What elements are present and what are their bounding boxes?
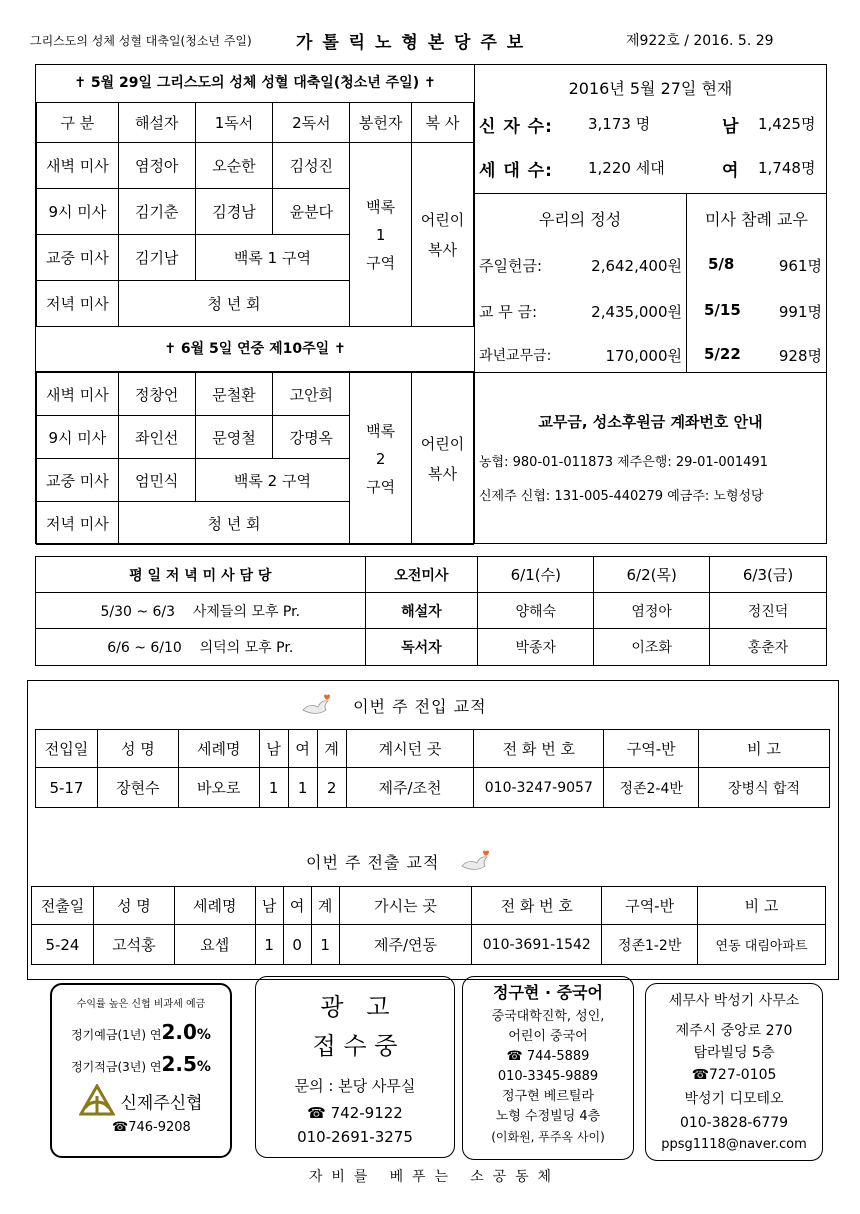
tax-accountant-ad — [645, 983, 823, 1161]
account-line2: 신제주 신협: 131-005-440279 예금주: 노형성당 — [479, 489, 764, 504]
col-commentator: 해설자 — [118, 103, 195, 143]
reader1: 오순한 — [195, 143, 273, 189]
col-offering: 봉헌자 — [350, 103, 412, 143]
offering-value: 2,435,000원 — [591, 303, 682, 321]
mass-name: 새벽 미사 — [37, 373, 119, 416]
issue-number: 제922호 / 2016. 5. 29 — [626, 33, 774, 49]
mass-name: 저녁 미사 — [37, 502, 119, 545]
transfer-out-title: 이번 주 전출 교적 — [306, 852, 440, 872]
offering-line: 구역 — [366, 253, 396, 272]
recruit-line2: 접 수 중 — [312, 1032, 398, 1060]
offering-label: 주일헌금: — [479, 257, 543, 275]
account-line1: 농협: 980-01-011873 제주은행: 29-01-001491 — [479, 455, 768, 470]
tax-phone1: ☎727-0105 — [691, 1067, 777, 1083]
morning-day: 6/3(금) — [710, 557, 827, 593]
tax-title: 세무사 박성기 사무소 — [668, 993, 800, 1009]
reader2: 고안희 — [273, 373, 350, 416]
credit-union-ad — [50, 983, 232, 1158]
mass-name: 교중 미사 — [37, 459, 119, 502]
col-header: 성 명 — [97, 730, 178, 768]
commentator: 정창언 — [118, 373, 195, 416]
table-cell: 010-3247-9057 — [474, 768, 604, 808]
offering-line: 1 — [375, 225, 386, 244]
morning-mass-title: 오전미사 — [365, 557, 478, 593]
offering-group — [350, 373, 412, 545]
believers-label: 신 자 수: — [479, 117, 553, 137]
tax-phone2: 010-3828-6779 — [679, 1115, 789, 1131]
col-reading1: 1독서 — [195, 103, 273, 143]
offering-value: 170,000원 — [605, 347, 682, 365]
dove-icon — [459, 848, 493, 874]
chinese-lessons-ad — [462, 976, 634, 1160]
credit-union-logo-icon — [79, 1084, 115, 1118]
morning-commentator: 정진덕 — [710, 593, 827, 629]
col-header: 남 — [255, 887, 283, 925]
attendance-count: 928명 — [778, 347, 822, 365]
account-title: 교무금, 성소후원금 계좌번호 안내 — [538, 413, 763, 431]
stats-date: 2016년 5월 27일 현재 — [568, 79, 733, 98]
youth-group: 청 년 회 — [118, 502, 349, 545]
offering-line: 구역 — [366, 477, 396, 496]
morning-day: 6/2(목) — [594, 557, 710, 593]
table-cell: 0 — [283, 925, 311, 965]
table-cell: 5-17 — [36, 768, 98, 808]
reader-label: 독서자 — [365, 629, 478, 666]
table-cell: 요셉 — [174, 925, 255, 965]
tax-line2: 탐라빌딩 5층 — [693, 1045, 775, 1061]
savings-rate: 2.5 — [161, 1052, 197, 1076]
altar-line: 복사 — [428, 464, 458, 483]
recruit-line1: 광 고 — [320, 993, 390, 1021]
weekday-period: 5/30 ~ 6/3 — [100, 603, 176, 620]
col-header: 전 화 번 호 — [472, 887, 602, 925]
tax-email: ppsg1118@naver.com — [661, 1137, 807, 1152]
believers-count: 3,173 명 — [588, 115, 651, 133]
col-header: 여 — [283, 887, 311, 925]
offerings-title: 우리의 정성 — [538, 210, 622, 229]
credit-deposit: 정기예금(1년) 연2.0% — [71, 1020, 211, 1044]
commentator: 염정아 — [118, 143, 195, 189]
schedule1-title: ✝ 5월 29일 그리스도의 성체 성혈 대축일(청소년 주일) ✝ — [74, 75, 436, 91]
altar-line: 어린이 — [420, 210, 465, 229]
table-cell: 연동 대림아파트 — [698, 925, 826, 965]
footer-motto: 자 비 를 베 푸 는 소 공 동 체 — [308, 1169, 552, 1185]
attendance-date: 5/8 — [708, 255, 735, 273]
col-header: 비 고 — [699, 730, 830, 768]
col-header: 계 — [317, 730, 346, 768]
transfer-out-heading — [306, 848, 606, 878]
col-category: 구 분 — [37, 103, 119, 143]
weekday-row — [36, 629, 366, 666]
altar-servers — [412, 143, 474, 327]
table-cell: 장병식 합적 — [699, 768, 830, 808]
table-cell: 장현수 — [97, 768, 178, 808]
schedule2-table — [36, 372, 474, 544]
morning-day: 6/1(수) — [478, 557, 594, 593]
table-cell: 제주/연동 — [339, 925, 472, 965]
table-cell: 1 — [288, 768, 317, 808]
weekday-period: 6/6 ~ 6/10 — [107, 640, 182, 656]
offering-group — [350, 143, 412, 327]
mass-name: 9시 미사 — [37, 189, 119, 235]
recruit-contact: 문의 : 본당 사무실 — [294, 1077, 416, 1095]
table-cell: 고석홍 — [93, 925, 174, 965]
credit-phone: ☎746-9208 — [112, 1120, 191, 1135]
transfer-in-table — [35, 729, 830, 807]
recruit-phone1: ☎ 742-9122 — [307, 1104, 403, 1122]
chinese-title: 정구현 · 중국어 — [493, 983, 603, 1002]
commentator-label: 해설자 — [365, 593, 478, 629]
dove-icon — [300, 692, 334, 718]
bulletin-title: 가 톨 릭 노 형 본 당 주 보 — [296, 33, 526, 53]
commentator: 김기춘 — [118, 189, 195, 235]
table-cell: 010-3691-1542 — [472, 925, 602, 965]
chinese-line5: (이화원, 푸주옥 사이) — [491, 1130, 605, 1144]
households-count: 1,220 세대 — [588, 159, 665, 177]
households-label: 세 대 수: — [479, 161, 553, 181]
col-header: 전 화 번 호 — [474, 730, 604, 768]
offering-line: 2 — [375, 449, 386, 468]
table-cell: 1 — [259, 768, 288, 808]
altar-line: 어린이 — [420, 434, 465, 453]
offering-line: 백록 — [366, 421, 396, 440]
col-altar: 복 사 — [412, 103, 474, 143]
weekday-group: 의덕의 모후 Pr. — [199, 640, 294, 656]
offering-line: 백록 — [366, 197, 396, 216]
commentator: 좌인선 — [118, 416, 195, 459]
col-header: 가시는 곳 — [339, 887, 472, 925]
mass-name: 교중 미사 — [37, 235, 119, 281]
reader2: 김성진 — [273, 143, 350, 189]
reader1: 문철환 — [195, 373, 273, 416]
col-header: 전출일 — [32, 887, 94, 925]
reader2: 윤분다 — [273, 189, 350, 235]
mass-name: 저녁 미사 — [37, 281, 119, 327]
table-cell: 5-24 — [32, 925, 94, 965]
tax-name: 박성기 디모테오 — [684, 1091, 784, 1107]
table-cell: 2 — [317, 768, 346, 808]
transfer-in-heading — [300, 692, 600, 722]
col-header: 계시던 곳 — [346, 730, 474, 768]
weekday-group: 사제들의 모후 Pr. — [192, 603, 301, 620]
credit-line1: 수익률 높은 신협 비과세 예금 — [76, 999, 206, 1010]
readers-group: 백록 1 구역 — [195, 235, 350, 281]
morning-commentator: 양해숙 — [478, 593, 594, 629]
mass-name: 새벽 미사 — [37, 143, 119, 189]
deposit-rate: 2.0 — [161, 1020, 197, 1044]
recruit-phone2: 010-2691-3275 — [297, 1128, 413, 1146]
weekday-title: 평 일 저 녁 미 사 담 당 — [36, 557, 366, 593]
offering-label: 과년교무금: — [479, 348, 552, 364]
table-cell: 정존2-4반 — [604, 768, 699, 808]
schedule2-title: ✝ 6월 5일 연중 제10주일 ✝ — [36, 326, 474, 372]
attendance-date: 5/15 — [704, 301, 741, 319]
commentator: 엄민식 — [118, 459, 195, 502]
female-label: 여 — [722, 161, 739, 181]
transfer-in-title: 이번 주 전입 교적 — [353, 696, 487, 716]
table-cell: 제주/조천 — [346, 768, 474, 808]
col-header: 세례명 — [174, 887, 255, 925]
attendance-date: 5/22 — [704, 345, 741, 363]
ad-recruit — [255, 976, 455, 1158]
col-header: 구역-반 — [604, 730, 699, 768]
col-header: 구역-반 — [602, 887, 698, 925]
weekday-table — [35, 556, 827, 665]
credit-savings: 정기적금(3년) 연2.5% — [71, 1052, 211, 1076]
altar-line: 복사 — [428, 240, 458, 259]
male-label: 남 — [722, 117, 739, 137]
chinese-line2: 어린이 중국어 — [508, 1029, 588, 1044]
table-cell: 1 — [311, 925, 339, 965]
weekday-row — [36, 593, 366, 629]
col-header: 계 — [311, 887, 339, 925]
credit-brand — [52, 1084, 230, 1120]
col-header: 성 명 — [93, 887, 174, 925]
morning-reader: 홍춘자 — [710, 629, 827, 666]
reader1: 문영철 — [195, 416, 273, 459]
attendance-title: 미사 참례 교우 — [705, 210, 808, 229]
altar-servers — [412, 373, 474, 545]
attendance-count: 991명 — [778, 303, 822, 321]
offering-value: 2,642,400원 — [591, 257, 682, 275]
tax-line1: 제주시 중앙로 270 — [675, 1023, 793, 1039]
offering-label: 교 무 금: — [479, 303, 538, 321]
chinese-line1: 중국대학진학, 성인, — [491, 1009, 605, 1024]
chinese-line3: 정구현 베르틸라 — [501, 1089, 595, 1104]
mass-name: 9시 미사 — [37, 416, 119, 459]
female-count: 1,748명 — [758, 159, 816, 177]
chinese-line4: 노형 수정빌딩 4층 — [495, 1109, 601, 1124]
col-header: 여 — [288, 730, 317, 768]
morning-reader: 박종자 — [478, 629, 594, 666]
morning-commentator: 염정아 — [594, 593, 710, 629]
header-occasion: 그리스도의 성체 성혈 대축일(청소년 주일) — [30, 34, 252, 48]
reader1: 김경남 — [195, 189, 273, 235]
table-cell: 바오로 — [178, 768, 259, 808]
col-reading2: 2독서 — [273, 103, 350, 143]
chinese-phone2: 010-3345-9889 — [497, 1069, 599, 1084]
table-cell: 정존1-2반 — [602, 925, 698, 965]
reader2: 강명옥 — [273, 416, 350, 459]
table-row — [32, 925, 826, 965]
commentator: 김기남 — [118, 235, 195, 281]
chinese-phone1: ☎ 744-5889 — [506, 1049, 590, 1064]
morning-reader: 이조화 — [594, 629, 710, 666]
table-row — [36, 768, 830, 808]
col-header: 전입일 — [36, 730, 98, 768]
male-count: 1,425명 — [758, 115, 816, 133]
readers-group: 백록 2 구역 — [195, 459, 350, 502]
attendance-count: 961명 — [778, 257, 822, 275]
credit-name: 신제주신협 — [120, 1093, 203, 1114]
youth-group: 청 년 회 — [118, 281, 349, 327]
schedule1-table — [36, 102, 474, 326]
col-header: 남 — [259, 730, 288, 768]
transfer-out-table — [31, 886, 826, 964]
table-cell: 1 — [255, 925, 283, 965]
col-header: 세례명 — [178, 730, 259, 768]
col-header: 비 고 — [698, 887, 826, 925]
